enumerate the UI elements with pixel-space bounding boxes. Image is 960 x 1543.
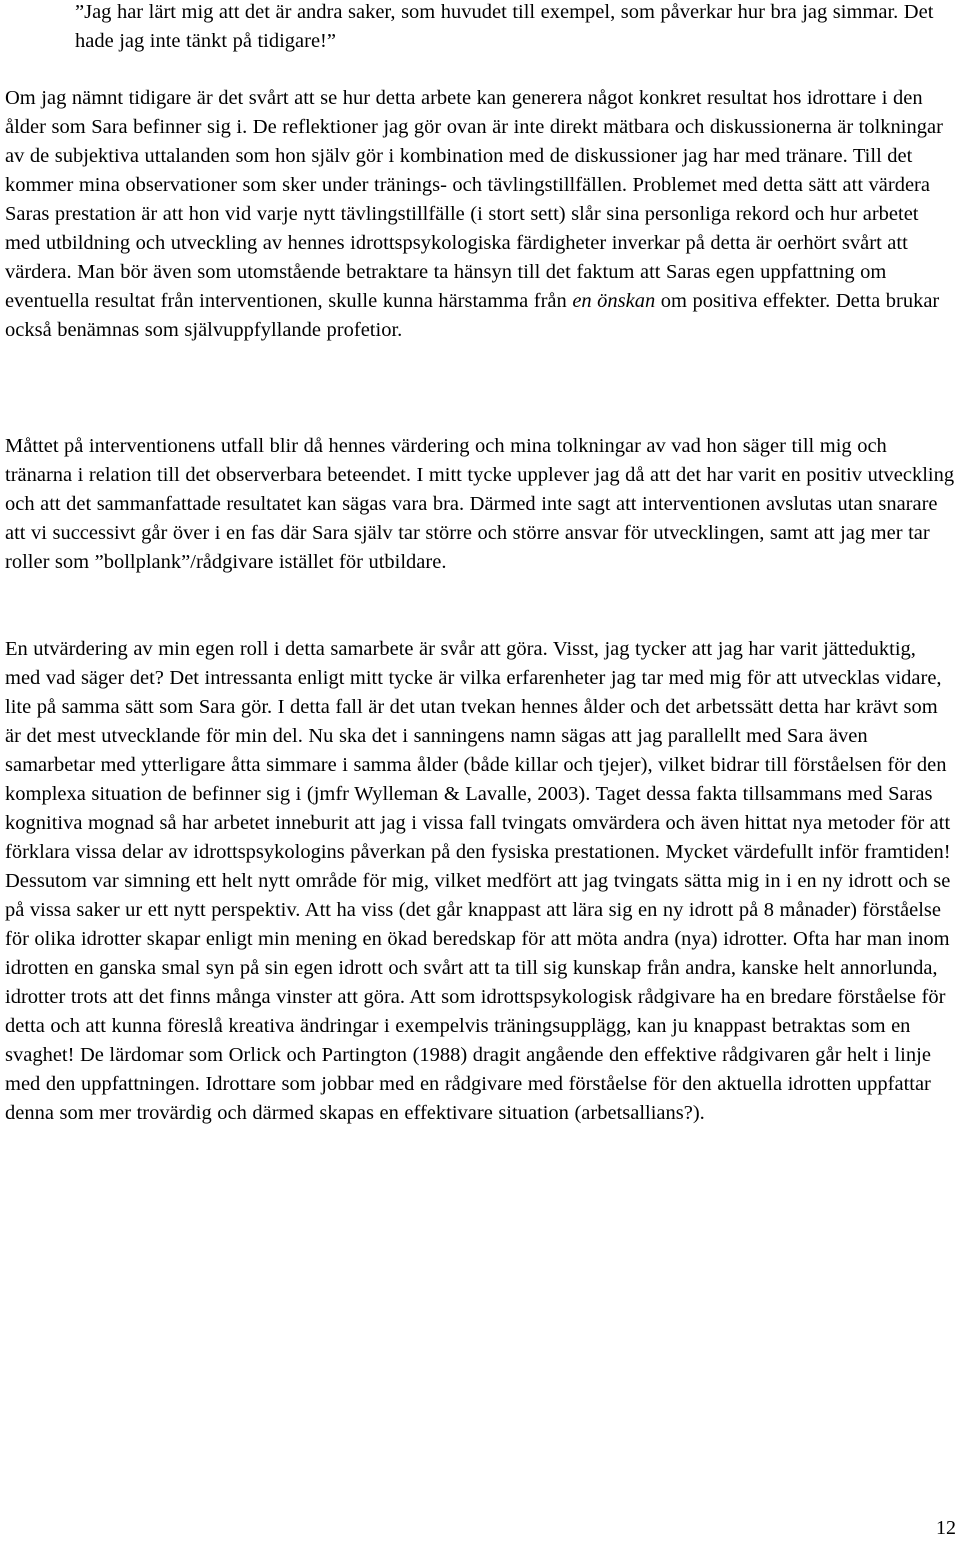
paragraph-text: En utvärdering av min egen roll i detta samarbete är svår att göra. Visst, jag tycker att jag har varit jätteduktig, med vad säger det? Det intressanta enligt mitt tycke är vilka erfarenheter jag tar med mig för att utvecklas vidare, lite på samma sätt som Sara gör. I detta fall är det utan tvekan hennes ålder och det arbetssätt detta har krävt som är det mest utvecklande för min del. Nu ska det i sanningens namn sägas att jag parallellt med Sara även samarbetar med ytterligare åtta simmare i samma ålder (både killar och tjejer), vilket bidrar till förståelsen för den komplexa situation de befinner sig i (jmfr Wylleman & Lavalle, 2003). Taget dessa fakta tillsammans med Saras kognitiva mognad så har arbetet inneburit att jag i vissa fall tvingats omvärdera och även hittat nya metoder för att förklara vissa delar av idrottspsykologins påverkan på den fysiska prestationen. Mycket värdefullt inför framtiden! Dessutom var simning ett helt nytt område för mig, vilket medfört att jag tvingats sätta mig in i en ny idrott och se på vissa saker ur ett nytt perspektiv. Att ha viss (det går knappast att lära sig en ny idrott på 8 månader) förståelse för olika idrotter skapar enligt min mening en ökad beredskap för att möta andra (nya) idrotter. Ofta har man inom idrotten en ganska smal syn på sin egen idrott och svårt att ta till sig kunskap från andra, kanske helt annorlunda, idrotter trots att det finns många vinster att göra. Att som idrottspsykologisk rådgivare ha en bredare förståelse för detta och att kunna föreslå kreativa ändringar i exempelvis träningsupplägg, kan ju knappast betraktas som en svaghet! De lärdomar som Orlick och Partington (1988) dragit angående den effektive rådgivaren går helt i linje med den uppfattningen. Idrottare som jobbar med en rådgivare med förståelse för den aktuella idrotten uppfattar denna som mer trovärdig och därmed skapas en effektivare situation (arbetsallians?). bbox=[5, 638, 951, 1124]
paragraph-text-part: om positiva effekter. Detta brukar också benämnas som självuppfyllande profetior. bbox=[5, 290, 940, 341]
paragraph-text-part: Om jag nämnt tidigare är det svårt att se hur detta arbete kan generera något konkret resultat hos idrottare i den ålder som Sara befinner sig i. De reflektioner jag gör ovan är inte direkt mätbara och diskussionerna är tolkningar av de subjektiva uttalanden som hon själv gör i kombination med de diskussioner jag har med tränare. Till det kommer mina observationer som sker under tränings- och tävlingstillfällen. Problemet med detta sätt att värdera Saras prestation är att hon vid varje nytt tävlingstillfälle (i stort sett) slår sina personliga rekord och hur arbetet med utbildning och utveckling av hennes idrottspsykologiska färdigheter inverkar på detta är oerhört svårt att värdera. Man bör även som utomstående betraktare ta hänsyn till det faktum att Saras egen uppfattning om eventuella resultat från interventionen, skulle kunna härstamma från bbox=[5, 87, 943, 312]
page-number: 12 bbox=[936, 1517, 956, 1539]
paragraph-intervention-outcome bbox=[5, 432, 956, 577]
paragraph-text bbox=[5, 84, 956, 345]
quote-continuation bbox=[5, 0, 956, 56]
italic-phrase: en önskan bbox=[572, 290, 656, 312]
quote-text: ”Jag har lärt mig att det är andra saker, som huvudet till exempel, som påverkar hur bra jag simmar. Det hade jag inte tänkt på tidigare!” bbox=[75, 1, 934, 52]
paragraph-self-evaluation bbox=[5, 635, 956, 1128]
paragraph-text: Måttet på interventionens utfall blir då hennes värdering och mina tolkningar av vad hon säger till mig och tränarna i relation till det observerbara beteendet. I mitt tycke upplever jag då att det har varit en positiv utveckling och att det sammanfattade resultatet kan sägas vara bra. Därmed inte sagt att interventionen avslutas utan snarare att vi successivt går över i en fas där Sara själv tar större och större ansvar för utvecklingen, samt att jag mer tar roller som ”bollplank”/rådgivare istället för utbildare. bbox=[5, 435, 955, 573]
paragraph-evaluation-difficulty bbox=[5, 84, 956, 345]
